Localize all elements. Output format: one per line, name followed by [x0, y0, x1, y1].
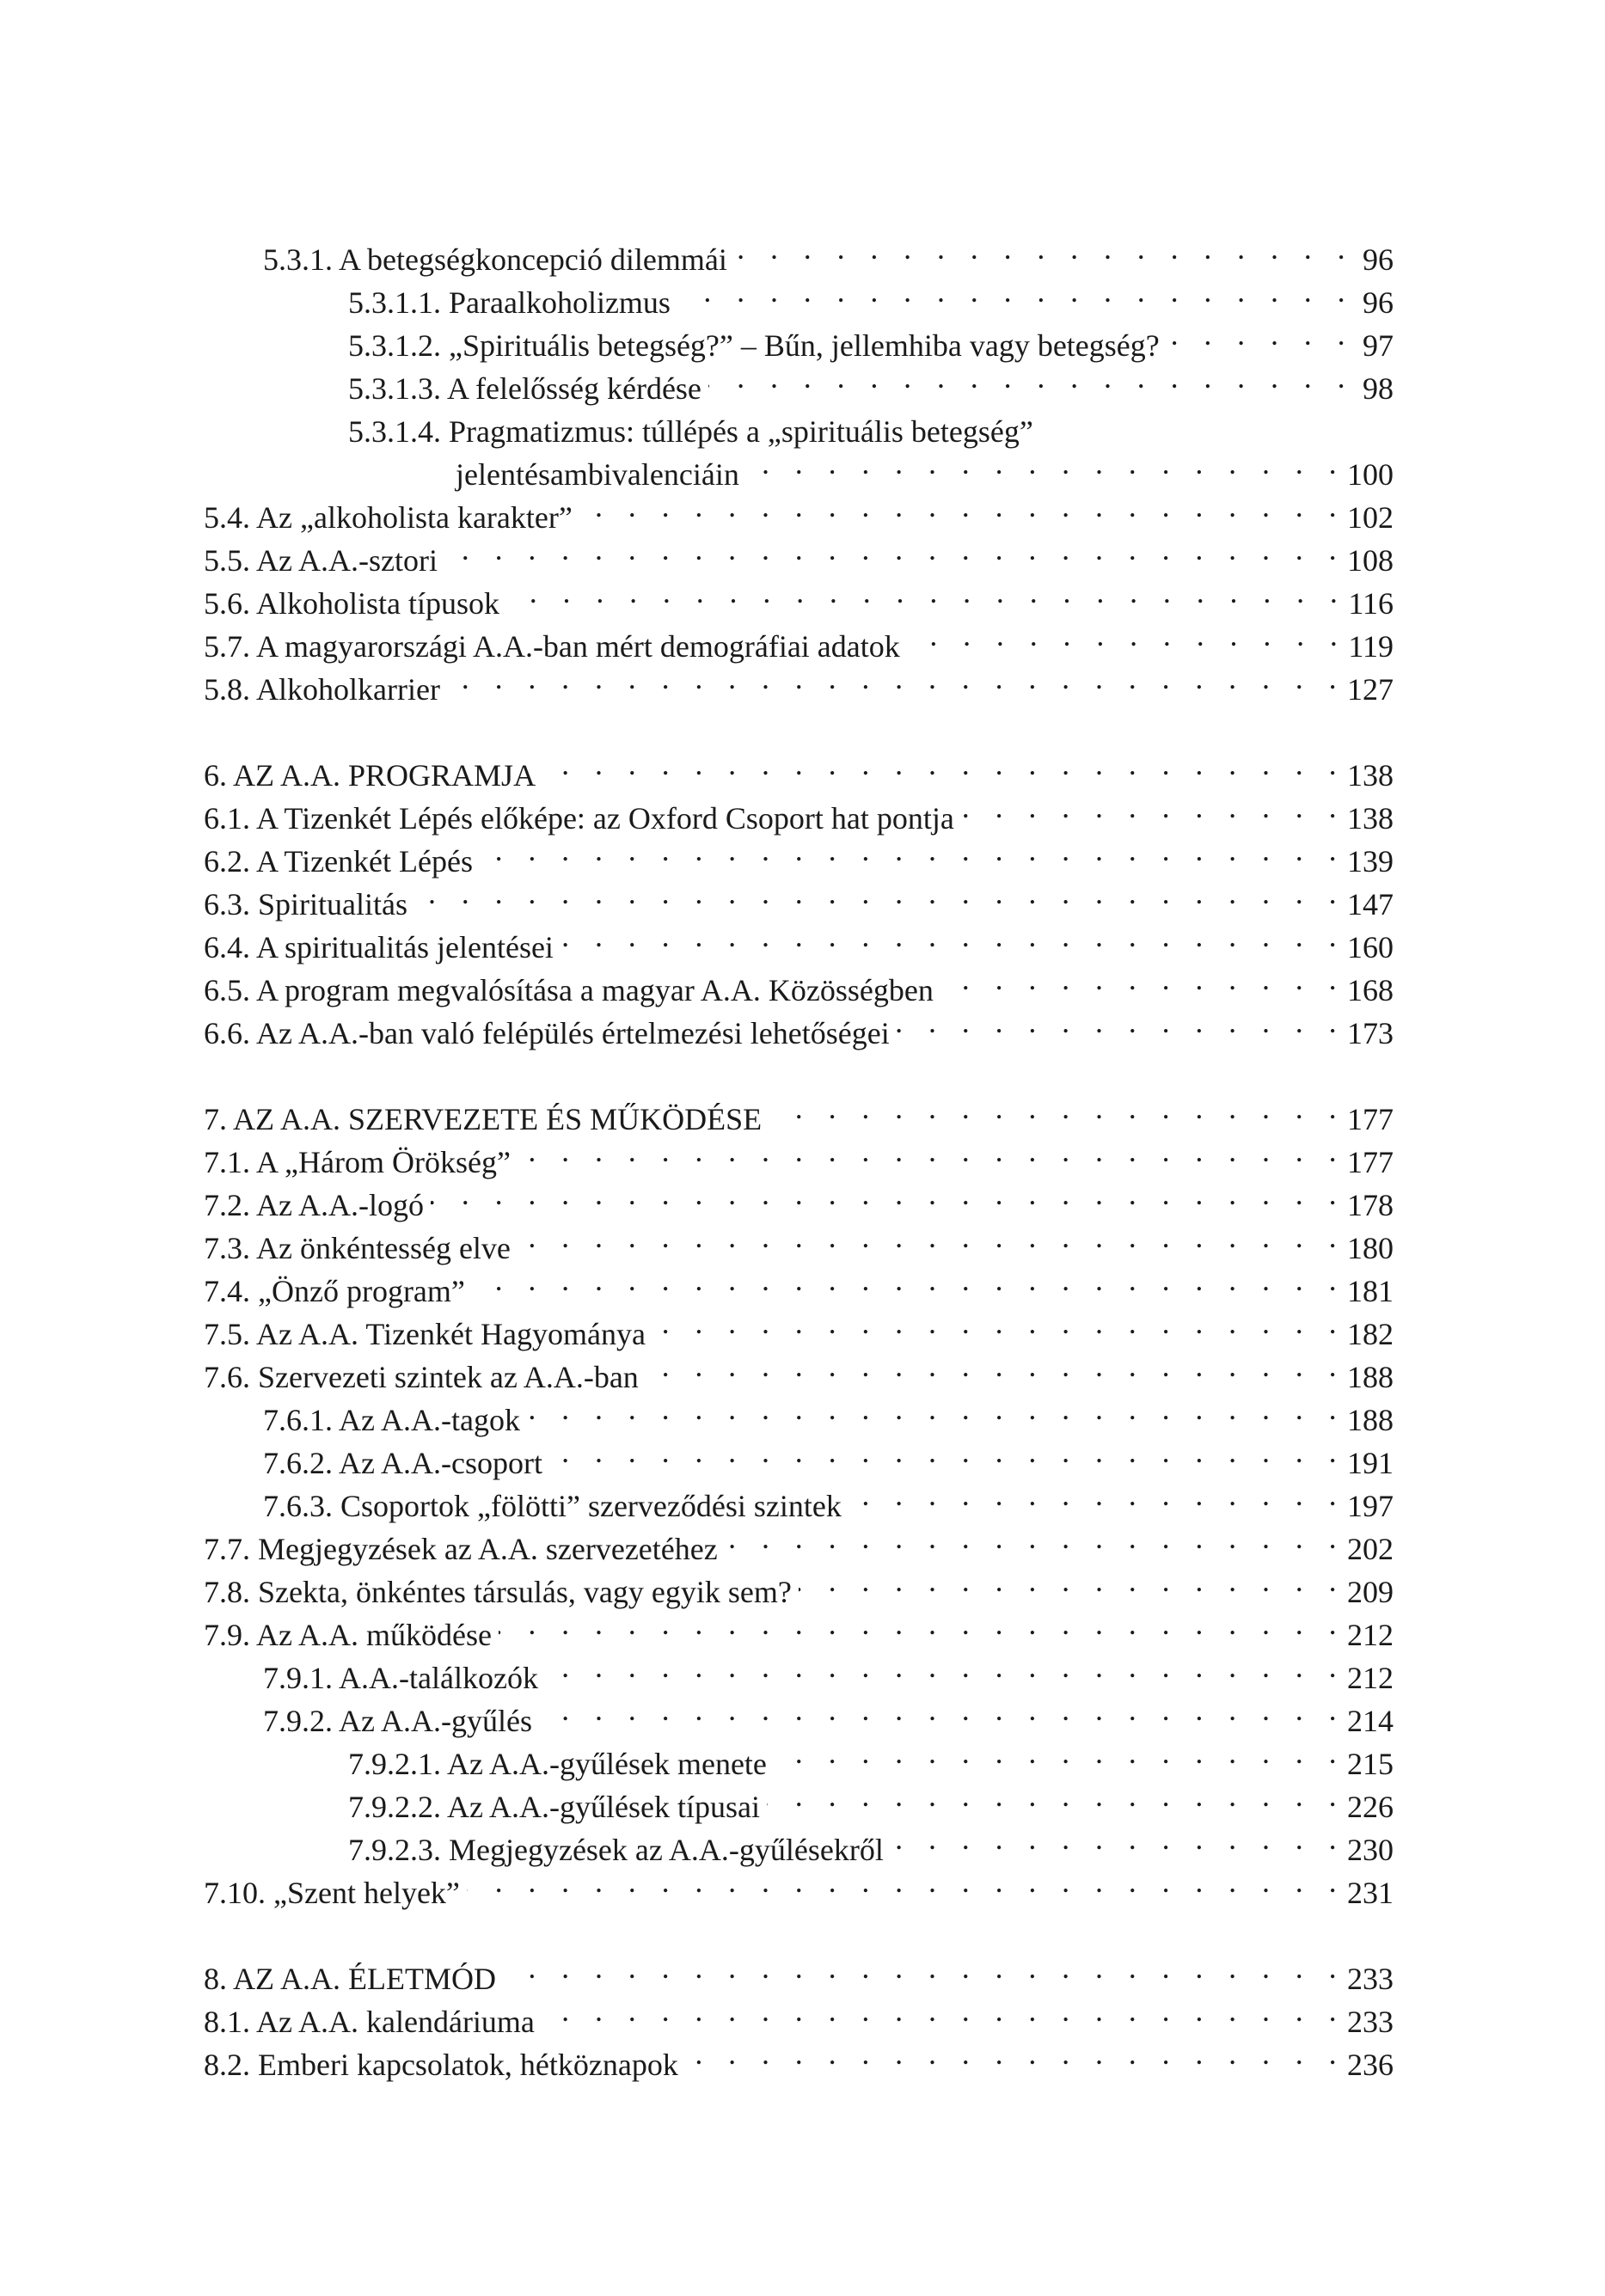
dot-leader [646, 1344, 1345, 1387]
toc-entry-page-number: 231 [1347, 1876, 1394, 1910]
toc-entry-title: 7.3. Az önkéntesség elve [204, 1231, 511, 1265]
toc-entry-title: 7.9.2.3. Megjegyzések az A.A.-gyűlésekről [348, 1833, 884, 1867]
toc-entry-page-number: 191 [1347, 1446, 1394, 1480]
toc-entry[interactable] [204, 1602, 1394, 1652]
toc-entry-page-number: 177 [1347, 1145, 1394, 1179]
dot-leader [447, 657, 1345, 700]
toc-entry[interactable] [204, 1387, 1394, 1437]
toc-entry[interactable] [204, 614, 1394, 664]
toc-entry-page-number: 97 [1363, 328, 1394, 363]
toc-entry[interactable] [204, 528, 1394, 578]
dot-leader [472, 1258, 1345, 1301]
dot-leader [734, 227, 1354, 270]
dot-leader [503, 1946, 1345, 1989]
toc-entry[interactable] [204, 1344, 1394, 1394]
toc-entry[interactable] [204, 915, 1394, 964]
toc-entry-title: 7. AZ A.A. SZERVEZETE ÉS MŰKÖDÉSE [204, 1102, 763, 1136]
toc-entry-title: 8.1. Az A.A. kalendáriuma [204, 2005, 535, 2039]
toc-entry[interactable] [204, 1215, 1394, 1265]
dot-leader [444, 528, 1345, 571]
toc-entry[interactable] [204, 1731, 1394, 1781]
toc-entry[interactable] [204, 1430, 1394, 1480]
toc-entry-title: 6.5. A program megvalósítása a magyar A.A. Közösségben [204, 973, 934, 1007]
toc-spacer [204, 1903, 1394, 1946]
toc-entry[interactable] [204, 270, 1394, 320]
toc-entry[interactable] [204, 1946, 1394, 1996]
toc-entry-page-number: 168 [1347, 973, 1394, 1007]
dot-leader [545, 1645, 1345, 1688]
toc-entry-page-number: 102 [1347, 500, 1394, 535]
toc-entry-page-number: 215 [1347, 1747, 1394, 1781]
dot-leader [1040, 399, 1354, 442]
toc-entry-page-number: 212 [1347, 1618, 1394, 1652]
toc-entry-page-number: 181 [1347, 1274, 1394, 1308]
toc-entry[interactable] [204, 1130, 1394, 1179]
dot-leader [961, 786, 1345, 829]
toc-entry-title: 7.8. Szekta, önkéntes társulás, vagy egyik sem? [204, 1575, 792, 1609]
toc-entry-title: 7.10. „Szent helyek” [204, 1876, 460, 1910]
toc-entry-title: 6.6. Az A.A.-ban való felépülés értelmezési lehetőségei [204, 1016, 890, 1050]
toc-entry-title: 6. AZ A.A. PROGRAMJA [204, 758, 536, 793]
dot-leader [518, 1215, 1345, 1258]
toc-entry-page-number: 230 [1347, 1833, 1394, 1867]
dot-leader [725, 1516, 1345, 1559]
dot-leader [891, 1817, 1345, 1860]
toc-entry-title: 7.7. Megjegyzések az A.A. szervezetéhez [204, 1532, 718, 1566]
toc-entry[interactable] [204, 1645, 1394, 1695]
toc-entry-title: 8. AZ A.A. ÉLETMÓD [204, 1962, 496, 1996]
toc-entry-page-number: 188 [1347, 1403, 1394, 1437]
dot-leader [940, 958, 1345, 1001]
dot-leader [542, 743, 1345, 786]
dot-leader [539, 1688, 1345, 1731]
dot-leader [769, 1087, 1345, 1130]
toc-entry[interactable] [204, 1989, 1394, 2039]
dot-leader [1167, 313, 1354, 356]
toc-entry-title: 7.6.2. Az A.A.-csoport [263, 1446, 542, 1480]
toc-entry[interactable] [204, 1172, 1394, 1222]
toc-entry-page-number: 182 [1347, 1317, 1394, 1351]
toc-entry-page-number: 178 [1347, 1188, 1394, 1222]
toc-entry-title: 7.2. Az A.A.-logó [204, 1188, 424, 1222]
toc-entry[interactable] [204, 1774, 1394, 1824]
toc-entry-page-number: 160 [1347, 930, 1394, 964]
toc-entry-page-number: 127 [1347, 672, 1394, 707]
toc-entry-title: 5.3.1.4. Pragmatizmus: túllépés a „spirituális betegség” [348, 414, 1033, 449]
dot-leader [708, 356, 1354, 399]
toc-entry-page-number: 197 [1347, 1489, 1394, 1523]
toc-entry[interactable] [204, 356, 1394, 406]
dot-leader [527, 1387, 1345, 1430]
toc-entry-page-number: 212 [1347, 1661, 1394, 1695]
dot-leader [499, 1602, 1345, 1645]
toc-entry-page-number: 236 [1347, 2048, 1394, 2082]
toc-entry[interactable] [204, 657, 1394, 707]
table-of-contents [204, 227, 1394, 2082]
toc-spacer [204, 700, 1394, 743]
toc-entry-title: jelentésambivalenciáin [456, 457, 739, 492]
toc-entry-title: 6.1. A Tizenkét Lépés előképe: az Oxford Csoport hat pontja [204, 801, 954, 836]
toc-entry-page-number: 233 [1347, 2005, 1394, 2039]
toc-entry-page-number: 98 [1363, 371, 1394, 406]
toc-entry-page-number: 138 [1347, 801, 1394, 836]
toc-entry-page-number: 209 [1347, 1575, 1394, 1609]
dot-leader [774, 1731, 1345, 1774]
dot-leader [848, 1473, 1345, 1516]
dot-leader [542, 1989, 1345, 2032]
toc-entry-page-number: 147 [1347, 887, 1394, 921]
toc-entry-title: 6.2. A Tizenkét Lépés [204, 844, 473, 879]
toc-entry[interactable] [204, 442, 1394, 492]
toc-entry[interactable] [204, 1817, 1394, 1867]
toc-entry[interactable] [204, 571, 1394, 621]
toc-entry-title: 5.3.1.1. Paraalkoholizmus [348, 285, 671, 320]
toc-entry[interactable] [204, 1301, 1394, 1351]
dot-leader [549, 1430, 1345, 1473]
toc-entry[interactable] [204, 1258, 1394, 1308]
toc-entry[interactable] [204, 1688, 1394, 1738]
toc-entry[interactable] [204, 1087, 1394, 1136]
toc-entry-title: 5.6. Alkoholista típusok [204, 586, 500, 621]
toc-entry[interactable] [204, 227, 1394, 277]
toc-entry-title: 7.9.2.2. Az A.A.-gyűlések típusai [348, 1790, 760, 1824]
toc-entry-title: 5.7. A magyarországi A.A.-ban mért demográfiai adatok [204, 629, 900, 664]
dot-leader [506, 571, 1346, 614]
dot-leader [685, 2032, 1345, 2075]
toc-entry-page-number: 100 [1347, 457, 1394, 492]
toc-entry-title: 7.6. Szervezeti szintek az A.A.-ban [204, 1360, 639, 1394]
toc-entry-title: 5.8. Alkoholkarrier [204, 672, 440, 707]
toc-spacer [204, 1044, 1394, 1087]
toc-entry-page-number: 119 [1348, 629, 1394, 664]
toc-entry-page-number: 188 [1347, 1360, 1394, 1394]
toc-entry-page-number: 177 [1347, 1102, 1394, 1136]
toc-entry-title: 7.9. Az A.A. működése [204, 1618, 492, 1652]
toc-entry-page-number: 139 [1347, 844, 1394, 879]
dot-leader [579, 485, 1345, 528]
dot-leader [907, 614, 1347, 657]
dot-leader [799, 1559, 1345, 1602]
toc-entry-page-number: 108 [1347, 543, 1394, 578]
toc-entry-title: 5.3.1. A betegségkoncepció dilemmái [263, 242, 727, 277]
toc-entry[interactable] [204, 2032, 1394, 2082]
toc-entry-page-number: 233 [1347, 1962, 1394, 1996]
toc-entry-title: 7.9.2. Az A.A.-gyűlés [263, 1704, 532, 1738]
toc-entry[interactable] [204, 485, 1394, 535]
toc-entry-title: 6.3. Spiritualitás [204, 887, 407, 921]
toc-entry-title: 7.9.2.1. Az A.A.-gyűlések menete [348, 1747, 767, 1781]
toc-entry[interactable] [204, 829, 1394, 879]
toc-entry-title: 7.1. A „Három Örökség” [204, 1145, 511, 1179]
toc-entry-title: 7.6.3. Csoportok „fölötti” szerveződési szintek [263, 1489, 842, 1523]
dot-leader [652, 1301, 1345, 1344]
toc-entry[interactable] [204, 1001, 1394, 1050]
dot-leader [467, 1860, 1345, 1903]
dot-leader [677, 270, 1354, 313]
toc-entry-page-number: 173 [1347, 1016, 1394, 1050]
dot-leader [518, 1130, 1345, 1172]
toc-entry[interactable] [204, 1473, 1394, 1523]
toc-entry-title: 7.9.1. A.A.-találkozók [263, 1661, 538, 1695]
toc-entry-title: 7.6.1. Az A.A.-tagok [263, 1403, 520, 1437]
dot-leader [431, 1172, 1345, 1215]
toc-entry-title: 5.3.1.3. A felelősség kérdése [348, 371, 701, 406]
toc-entry-page-number: 226 [1347, 1790, 1394, 1824]
dot-leader [414, 872, 1345, 915]
toc-entry-page-number: 138 [1347, 758, 1394, 793]
toc-entry[interactable] [204, 743, 1394, 793]
toc-entry[interactable] [204, 1860, 1394, 1910]
toc-entry-title: 7.4. „Önző program” [204, 1274, 465, 1308]
toc-entry-title: 8.2. Emberi kapcsolatok, hétköznapok [204, 2048, 678, 2082]
dot-leader [561, 915, 1345, 958]
toc-entry[interactable] [204, 786, 1394, 836]
toc-entry[interactable] [204, 313, 1394, 363]
toc-entry[interactable] [204, 1559, 1394, 1609]
toc-entry[interactable] [204, 872, 1394, 921]
toc-entry-title: 5.4. Az „alkoholista karakter” [204, 500, 573, 535]
toc-entry-title: 5.3.1.2. „Spirituális betegség?” – Bűn, jellemhiba vagy betegség? [348, 328, 1160, 363]
toc-entry-page-number: 202 [1347, 1532, 1394, 1566]
toc-entry-page-number: 96 [1363, 285, 1394, 320]
dot-leader [897, 1001, 1345, 1044]
toc-entry-title: 6.4. A spiritualitás jelentései [204, 930, 554, 964]
toc-entry-page-number: 116 [1348, 586, 1394, 621]
toc-entry[interactable] [204, 958, 1394, 1007]
dot-leader [767, 1774, 1345, 1817]
dot-leader [746, 442, 1345, 485]
toc-entry[interactable] [204, 1516, 1394, 1566]
dot-leader [480, 829, 1345, 872]
toc-entry[interactable] [204, 399, 1394, 449]
toc-entry-title: 7.5. Az A.A. Tizenkét Hagyománya [204, 1317, 646, 1351]
toc-entry-title: 5.5. Az A.A.-sztori [204, 543, 438, 578]
toc-entry-page-number: 214 [1347, 1704, 1394, 1738]
toc-entry-page-number: 96 [1363, 242, 1394, 277]
toc-entry-page-number: 180 [1347, 1231, 1394, 1265]
